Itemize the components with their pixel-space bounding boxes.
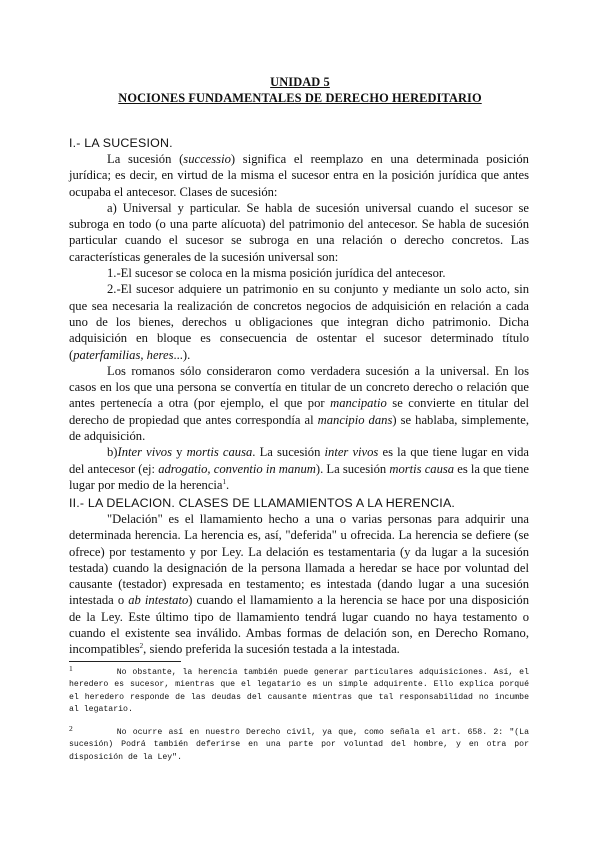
section-body-sucesion (69, 151, 529, 493)
footnote-ref-2[interactable]: 2 (139, 642, 144, 651)
section-heading-delacion: II.- LA DELACION. CLASES DE LLAMAMIENTOS A LA HERENCIA. (69, 496, 456, 510)
section-body-delacion (69, 511, 529, 658)
paragraph: 2.-El sucesor adquiere un patrimonio en su conjunto y mediante un solo acto, sin que sea necesaria la realización de concretos negocios de adquisición en relación a cada uno de los bienes, derechos u obligaciones que integran dicho patrimonio. Dicha adquisición en bloque es consecuencia de ostentar el sucesor determinado título (paterfamilias, heres...). (69, 282, 529, 362)
paragraph: 1.-El sucesor se coloca en la misma posición jurídica del antecesor. (107, 266, 446, 281)
footnote-2 (69, 724, 529, 764)
paragraph: La sucesión (successio) significa el reemplazo en una determinada posición jurídica; es decir, en virtud de la misma el sucesor entra en la posición jurídica que antes ocupaba el antecesor. Clases de sucesión: (69, 152, 529, 199)
unit-title: UNIDAD 5 (270, 75, 330, 89)
footnote-1 (69, 664, 529, 716)
footnote-text: No ocurre así en nuestro Derecho civil, ya que, como señala el art. 658. 2: "(La sucesión) Podrá también deferirse en una parte por voluntad del hombre, y en otra por disposición de la Ley". (69, 728, 529, 762)
footnote-ref-1[interactable]: 1 (222, 477, 227, 486)
paragraph: "Delación" es el llamamiento hecho a una o varias personas para adquirir una determinada herencia. La herencia es, así, "deferida" u ofrecida. La herencia se defiere (se ofrece) por testamento y por Ley. La delación es testamentaria (y da lugar a la sucesión testada) cuando la designación de la persona llamada a heredar se hace por voluntad del causante (testador) expresada en testamento; es intestada (dando lugar a una sucesión intestada o ab intestato) cuando el llamamiento a la herencia se hace por una disposición de la Ley. Este último tipo de llamamiento tendrá lugar cuando no haya testamento o cuando el existente sea inválido. Ambas formas de delación son, en Derecho Romano, incompatibles$^2$, siendo preferida la sucesión testada a la intestada. (69, 512, 529, 657)
footnote-number: 1 (69, 664, 73, 673)
paragraph: a) Universal y particular. Se habla de sucesión universal cuando el sucesor se subroga en todo (o una parte alícuota) del patrimonio del antecesor. Se habla de sucesión particular cuando el sucesor se subroga en una relación o derecho concretos. Las características generales de la sucesión universal son: (69, 200, 529, 264)
document-title: NOCIONES FUNDAMENTALES DE DERECHO HEREDITARIO (118, 91, 482, 105)
footnote-divider (69, 661, 181, 662)
footnote-number: 2 (69, 724, 73, 733)
paragraph: b)Inter vivos y mortis causa. La sucesión inter vivos es la que tiene lugar en vida del antecesor (ej: adrogatio, conventio in manum). La sucesión mortis causa es la que tiene lugar por medio de la herencia$^1$. (69, 445, 529, 492)
paragraph: Los romanos sólo consideraron como verdadera sucesión a la universal. En los casos en los que una persona se convertía en titular de un concreto derecho o relación que antes pertenecía a otra (por ejemplo, el que por mancipatio se convierte en titular del derecho de propiedad que antes correspondía al mancipio dans) se hablaba, simplemente, de adquisición. (69, 363, 530, 444)
section-heading-sucesion: I.- LA SUCESION. (69, 136, 173, 150)
footnote-text: No obstante, la herencia también puede generar particulares adquisiciones. Así, el heredero es sucesor, mientras que el legatario es un simple adquirente. Ello explica porqué el heredero responde de las deudas del causante mientras que tal responsabilidad no incumbe al legatario. (69, 668, 529, 714)
